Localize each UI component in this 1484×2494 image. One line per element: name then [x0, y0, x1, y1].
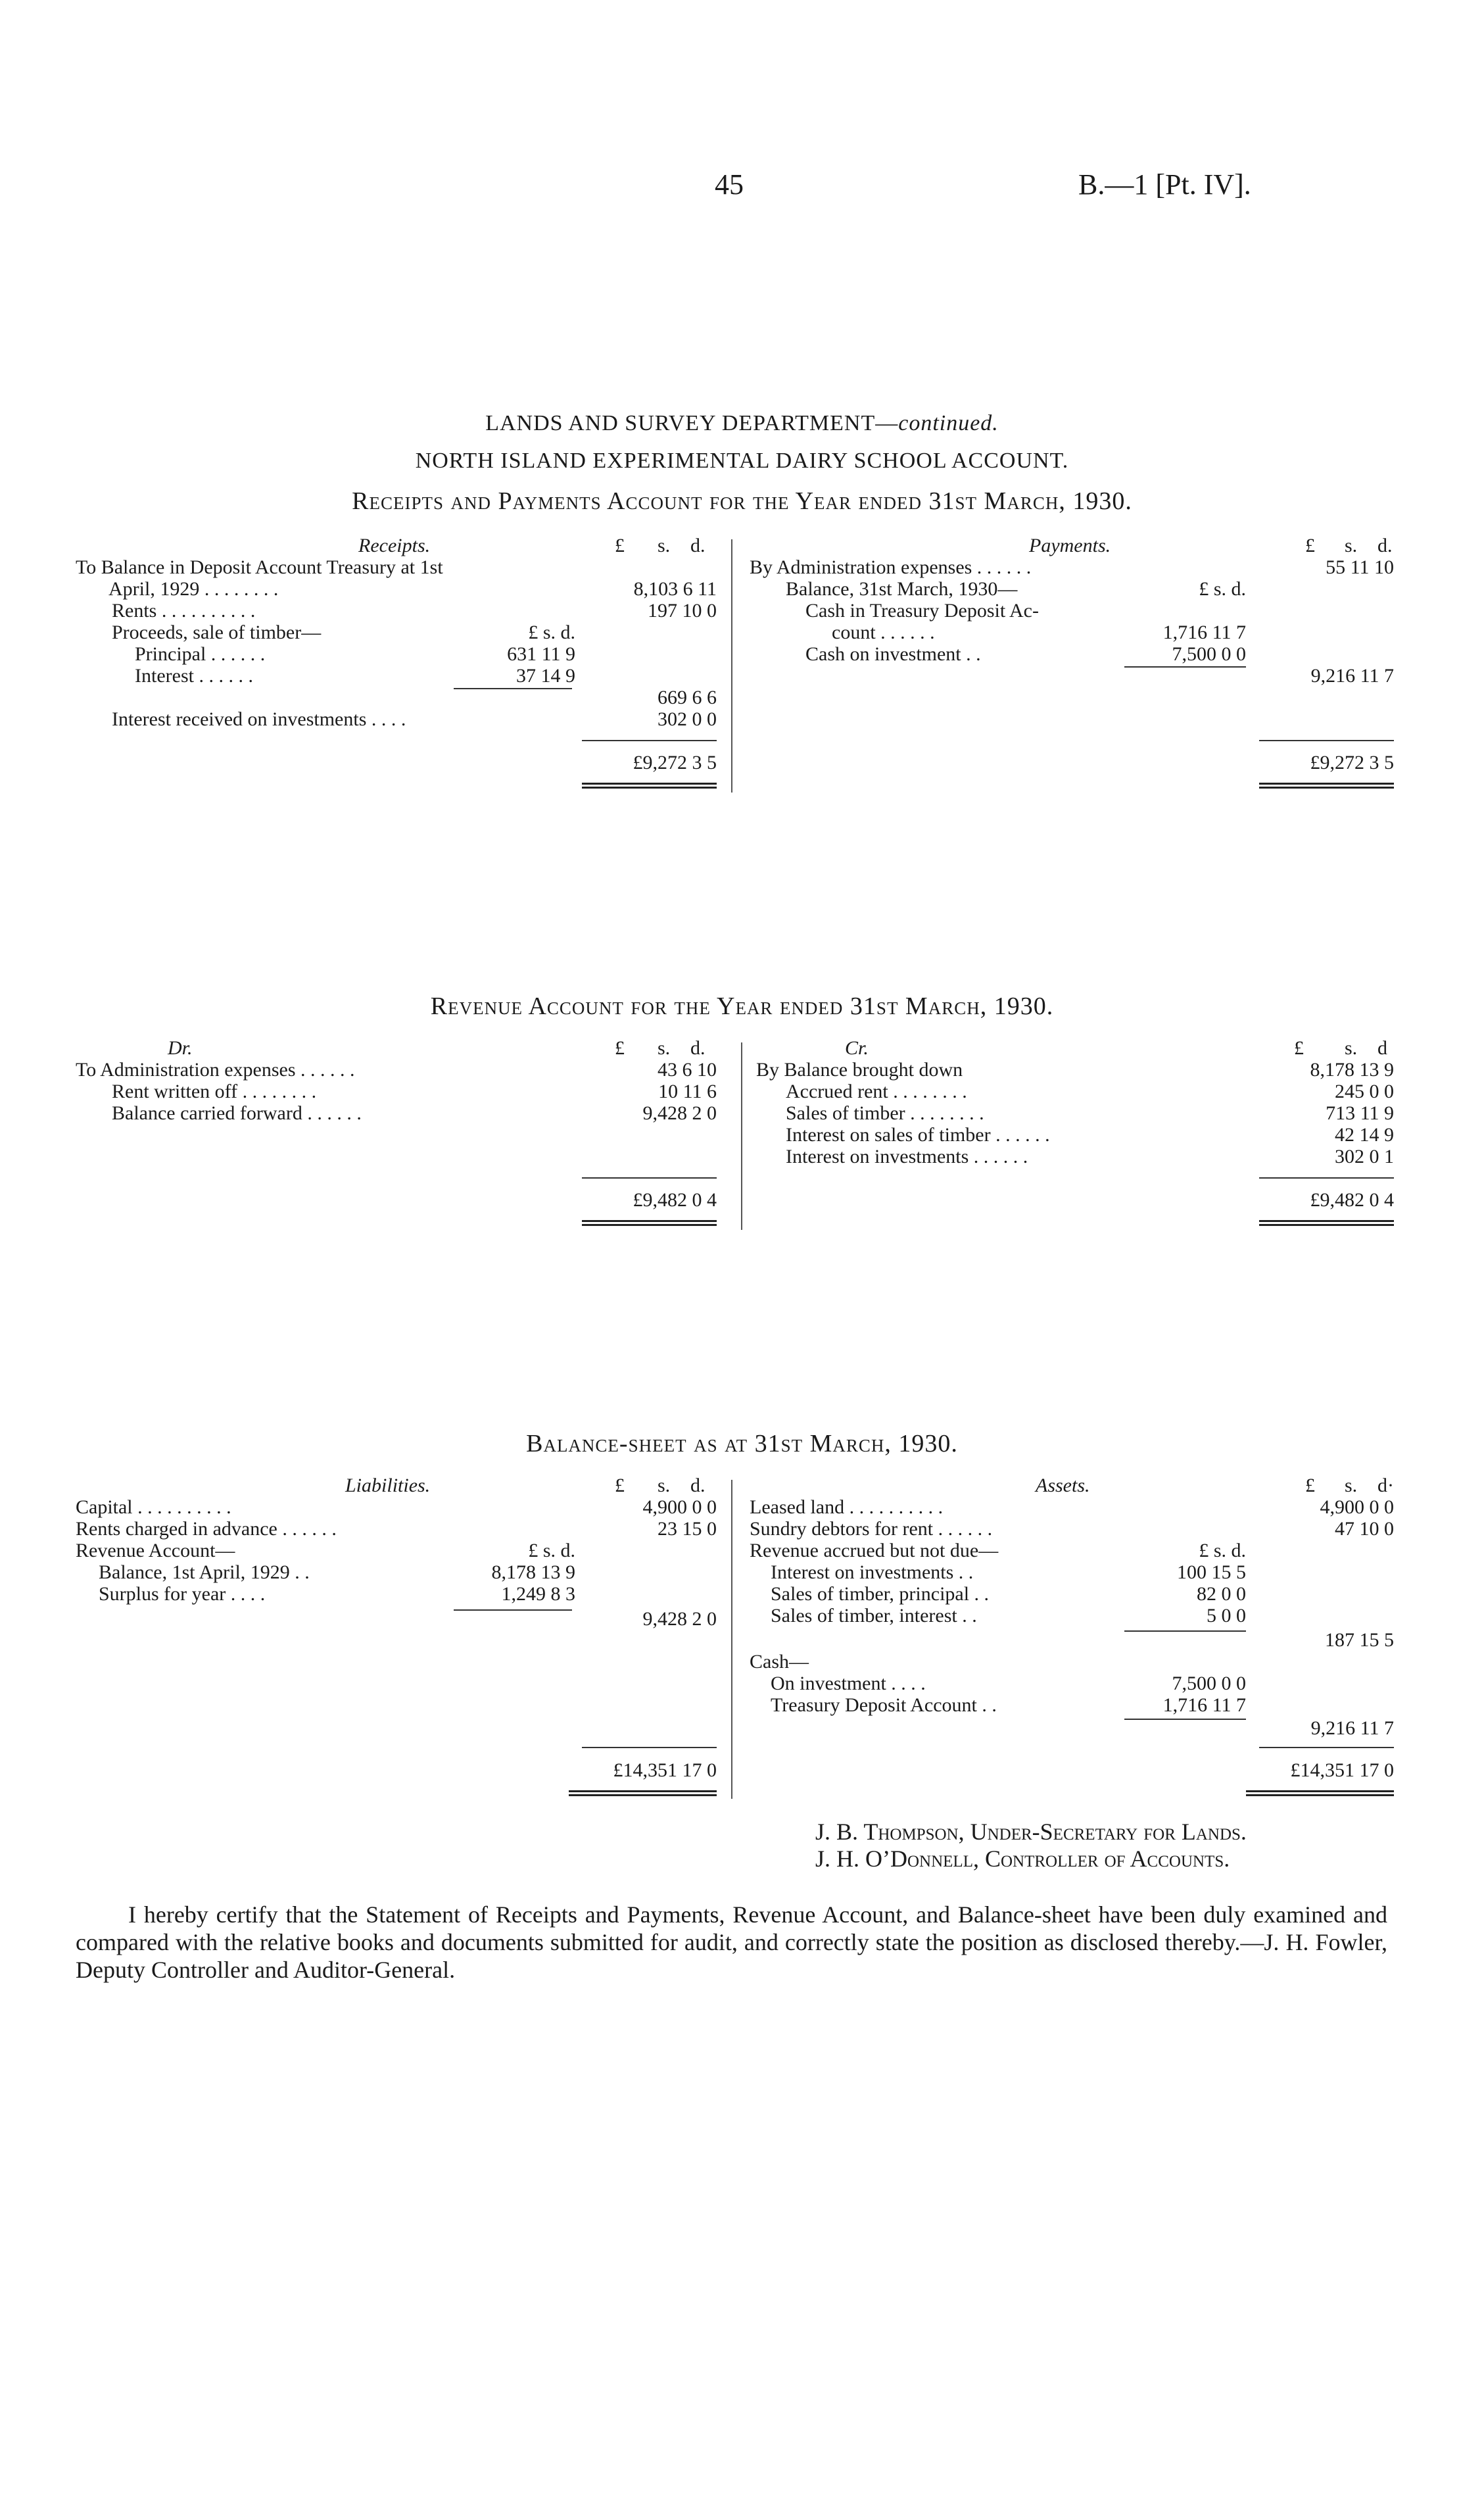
asset-total: 187 15 5 — [1325, 1629, 1394, 1651]
receipt-total: 197 10 0 — [648, 600, 717, 622]
asset-label: Sales of timber, principal . . — [771, 1583, 990, 1605]
col-head-s-right: s. — [1345, 1475, 1358, 1496]
liabilities-grand-total: £14,351 17 0 — [613, 1759, 717, 1781]
payment-label: Cash in Treasury Deposit Ac- — [805, 600, 1039, 622]
receipt-total: 669 6 6 — [658, 687, 717, 708]
col-head-s-right: s. — [1345, 535, 1358, 556]
liability-label: Capital . . . . . . . . . . — [76, 1496, 231, 1518]
col-head-d-right: d· — [1377, 1475, 1394, 1496]
liability-label: Rents charged in advance . . . . . . — [76, 1518, 337, 1540]
signature-under-secretary: J. B. Thompson, Under-Secretary for Lands. — [815, 1819, 1247, 1845]
payment-sub: 7,500 0 0 — [1172, 643, 1246, 665]
debit-label: Balance carried forward . . . . . . — [112, 1102, 362, 1124]
page-number: 45 — [715, 168, 744, 201]
liability-sub: 1,249 8 3 — [501, 1583, 575, 1605]
double-rule — [1259, 783, 1394, 789]
col-head-pound: £ — [615, 1475, 625, 1496]
double-rule — [569, 1790, 717, 1796]
asset-total: 9,216 11 7 — [1310, 1717, 1394, 1739]
liability-label: Balance, 1st April, 1929 . . — [99, 1561, 310, 1583]
asset-label: Cash— — [750, 1651, 809, 1673]
liability-label: Surplus for year . . . . — [99, 1583, 266, 1605]
account-title: NORTH ISLAND EXPERIMENTAL DAIRY SCHOOL ACCOUNT. — [415, 449, 1069, 473]
asset-label: Interest on investments . . — [771, 1561, 974, 1583]
receipt-label: Proceeds, sale of timber— — [112, 622, 322, 643]
asset-sub: 100 15 5 — [1177, 1561, 1246, 1583]
liabilities-heading: Liabilities. — [345, 1475, 431, 1496]
liability-total: 23 15 0 — [658, 1518, 717, 1540]
total-rule — [1259, 1177, 1394, 1179]
signature-controller: J. H. O’Donnell, Controller of Accounts. — [815, 1846, 1230, 1872]
subtotal-rule — [454, 1609, 572, 1611]
payment-label: By Administration expenses . . . . . . — [750, 556, 1032, 578]
col-head-pound: £ — [615, 535, 625, 556]
credit-total: 8,178 13 9 — [1310, 1059, 1394, 1081]
column-divider — [731, 1480, 732, 1799]
payment-sub-head: £ s. d. — [1199, 578, 1246, 600]
audit-certificate: I hereby certify that the Statement of Receipts and Payments, Revenue Account, and Balance-sheet have been duly examined and compared with the relative books and documents submitted for audit, and correctly state the position as disclosed thereby.—J. H. Fowler, Deputy Controller and Auditor-General. — [76, 1901, 1387, 1983]
liability-label: Revenue Account— — [76, 1540, 235, 1561]
total-rule — [1259, 740, 1394, 741]
receipt-sub-head: £ s. d. — [528, 622, 575, 643]
liability-total: 4,900 0 0 — [642, 1496, 717, 1518]
payment-label: Balance, 31st March, 1930— — [786, 578, 1018, 600]
receipt-total: 8,103 6 11 — [633, 578, 717, 600]
receipts-payments-title: Receipts and Payments Account for the Year ended 31st March, 1930. — [352, 487, 1132, 515]
asset-total: 47 10 0 — [1335, 1518, 1394, 1540]
debit-total: 10 11 6 — [658, 1081, 717, 1102]
subtotal-rule — [454, 688, 572, 689]
liability-sub-head: £ s. d. — [528, 1540, 575, 1561]
credits-grand-total: £9,482 0 4 — [1310, 1189, 1394, 1211]
receipt-sub: 37 14 9 — [516, 665, 575, 687]
payment-sub: 1,716 11 7 — [1162, 622, 1246, 643]
asset-label: Revenue accrued but not due— — [750, 1540, 999, 1561]
credit-total: 42 14 9 — [1335, 1124, 1394, 1146]
double-rule — [1246, 1790, 1394, 1796]
col-head-s: s. — [658, 1475, 671, 1496]
double-rule — [582, 783, 717, 789]
payment-label: count . . . . . . — [832, 622, 935, 643]
credit-label: Accrued rent . . . . . . . . — [786, 1081, 967, 1102]
asset-label: On investment . . . . — [771, 1673, 926, 1694]
debit-total: 9,428 2 0 — [642, 1102, 717, 1124]
asset-sub-head: £ s. d. — [1199, 1540, 1246, 1561]
cr-heading: Cr. — [845, 1037, 869, 1059]
payments-grand-total: £9,272 3 5 — [1310, 752, 1394, 773]
liability-total: 9,428 2 0 — [642, 1608, 717, 1630]
col-head-s-right: s. — [1345, 1037, 1358, 1059]
credit-total: 302 0 1 — [1335, 1146, 1394, 1167]
credit-label: Interest on sales of timber . . . . . . — [786, 1124, 1050, 1146]
total-rule — [582, 740, 717, 741]
asset-label: Sales of timber, interest . . — [771, 1605, 977, 1626]
column-divider — [741, 1042, 742, 1230]
receipt-label: Interest . . . . . . — [135, 665, 253, 687]
column-divider — [731, 539, 732, 793]
total-rule — [582, 1177, 717, 1179]
payment-total: 9,216 11 7 — [1310, 665, 1394, 687]
credit-total: 713 11 9 — [1326, 1102, 1394, 1124]
subtotal-rule — [1124, 1630, 1246, 1632]
col-head-d: d. — [690, 535, 706, 556]
credit-label: Sales of timber . . . . . . . . — [786, 1102, 984, 1124]
col-head-s: s. — [658, 535, 671, 556]
credit-label: Interest on investments . . . . . . — [786, 1146, 1028, 1167]
assets-grand-total: £14,351 17 0 — [1290, 1759, 1394, 1781]
asset-total: 4,900 0 0 — [1320, 1496, 1394, 1518]
asset-sub: 82 0 0 — [1197, 1583, 1246, 1605]
payment-total: 55 11 10 — [1326, 556, 1394, 578]
col-head-pound-right: £ — [1294, 1037, 1304, 1059]
credit-total: 245 0 0 — [1335, 1081, 1394, 1102]
debit-label: Rent written off . . . . . . . . — [112, 1081, 317, 1102]
receipt-label: Principal . . . . . . — [135, 643, 266, 665]
department-title-text: LANDS AND SURVEY DEPARTMENT— — [485, 411, 899, 435]
department-title — [0, 411, 1484, 436]
receipt-label: Rents . . . . . . . . . . — [112, 600, 256, 622]
asset-sub: 7,500 0 0 — [1172, 1673, 1246, 1694]
double-rule — [582, 1220, 717, 1226]
col-head-d-right: d — [1377, 1037, 1387, 1059]
total-rule — [1259, 1747, 1394, 1748]
document-reference: B.—1 [Pt. IV]. — [1078, 168, 1251, 201]
col-head-pound-right: £ — [1305, 1475, 1315, 1496]
col-head-pound: £ — [615, 1037, 625, 1059]
receipt-total: 302 0 0 — [658, 708, 717, 730]
subtotal-rule — [1124, 666, 1246, 668]
department-title-suffix: continued. — [898, 411, 999, 435]
balance-sheet-title: Balance-sheet as at 31st March, 1930. — [526, 1430, 958, 1457]
col-head-d: d. — [690, 1037, 706, 1059]
col-head-d: d. — [690, 1475, 706, 1496]
asset-label: Sundry debtors for rent . . . . . . — [750, 1518, 993, 1540]
double-rule — [1259, 1220, 1394, 1226]
asset-label: Leased land . . . . . . . . . . — [750, 1496, 944, 1518]
dr-heading: Dr. — [168, 1037, 193, 1059]
receipt-label: Interest received on investments . . . . — [112, 708, 406, 730]
revenue-title: Revenue Account for the Year ended 31st March, 1930. — [430, 992, 1054, 1020]
debit-label: To Administration expenses . . . . . . — [76, 1059, 355, 1081]
asset-label: Treasury Deposit Account . . — [771, 1694, 997, 1716]
col-head-d-right: d. — [1377, 535, 1393, 556]
col-head-s: s. — [658, 1037, 671, 1059]
payment-label: Cash on investment . . — [805, 643, 981, 665]
col-head-pound-right: £ — [1305, 535, 1315, 556]
asset-sub: 1,716 11 7 — [1162, 1694, 1246, 1716]
receipt-label: April, 1929 . . . . . . . . — [108, 578, 279, 600]
asset-sub: 5 0 0 — [1207, 1605, 1246, 1626]
debits-grand-total: £9,482 0 4 — [633, 1189, 717, 1211]
credit-label: By Balance brought down — [756, 1059, 963, 1081]
total-rule — [582, 1747, 717, 1748]
receipts-grand-total: £9,272 3 5 — [633, 752, 717, 773]
liability-sub: 8,178 13 9 — [491, 1561, 575, 1583]
subtotal-rule — [1124, 1719, 1246, 1720]
receipt-sub: 631 11 9 — [507, 643, 575, 665]
assets-heading: Assets. — [1036, 1475, 1090, 1496]
receipt-label: To Balance in Deposit Account Treasury at 1st — [76, 556, 443, 578]
payments-heading: Payments. — [1029, 535, 1111, 556]
debit-total: 43 6 10 — [658, 1059, 717, 1081]
receipts-heading: Receipts. — [358, 535, 431, 556]
